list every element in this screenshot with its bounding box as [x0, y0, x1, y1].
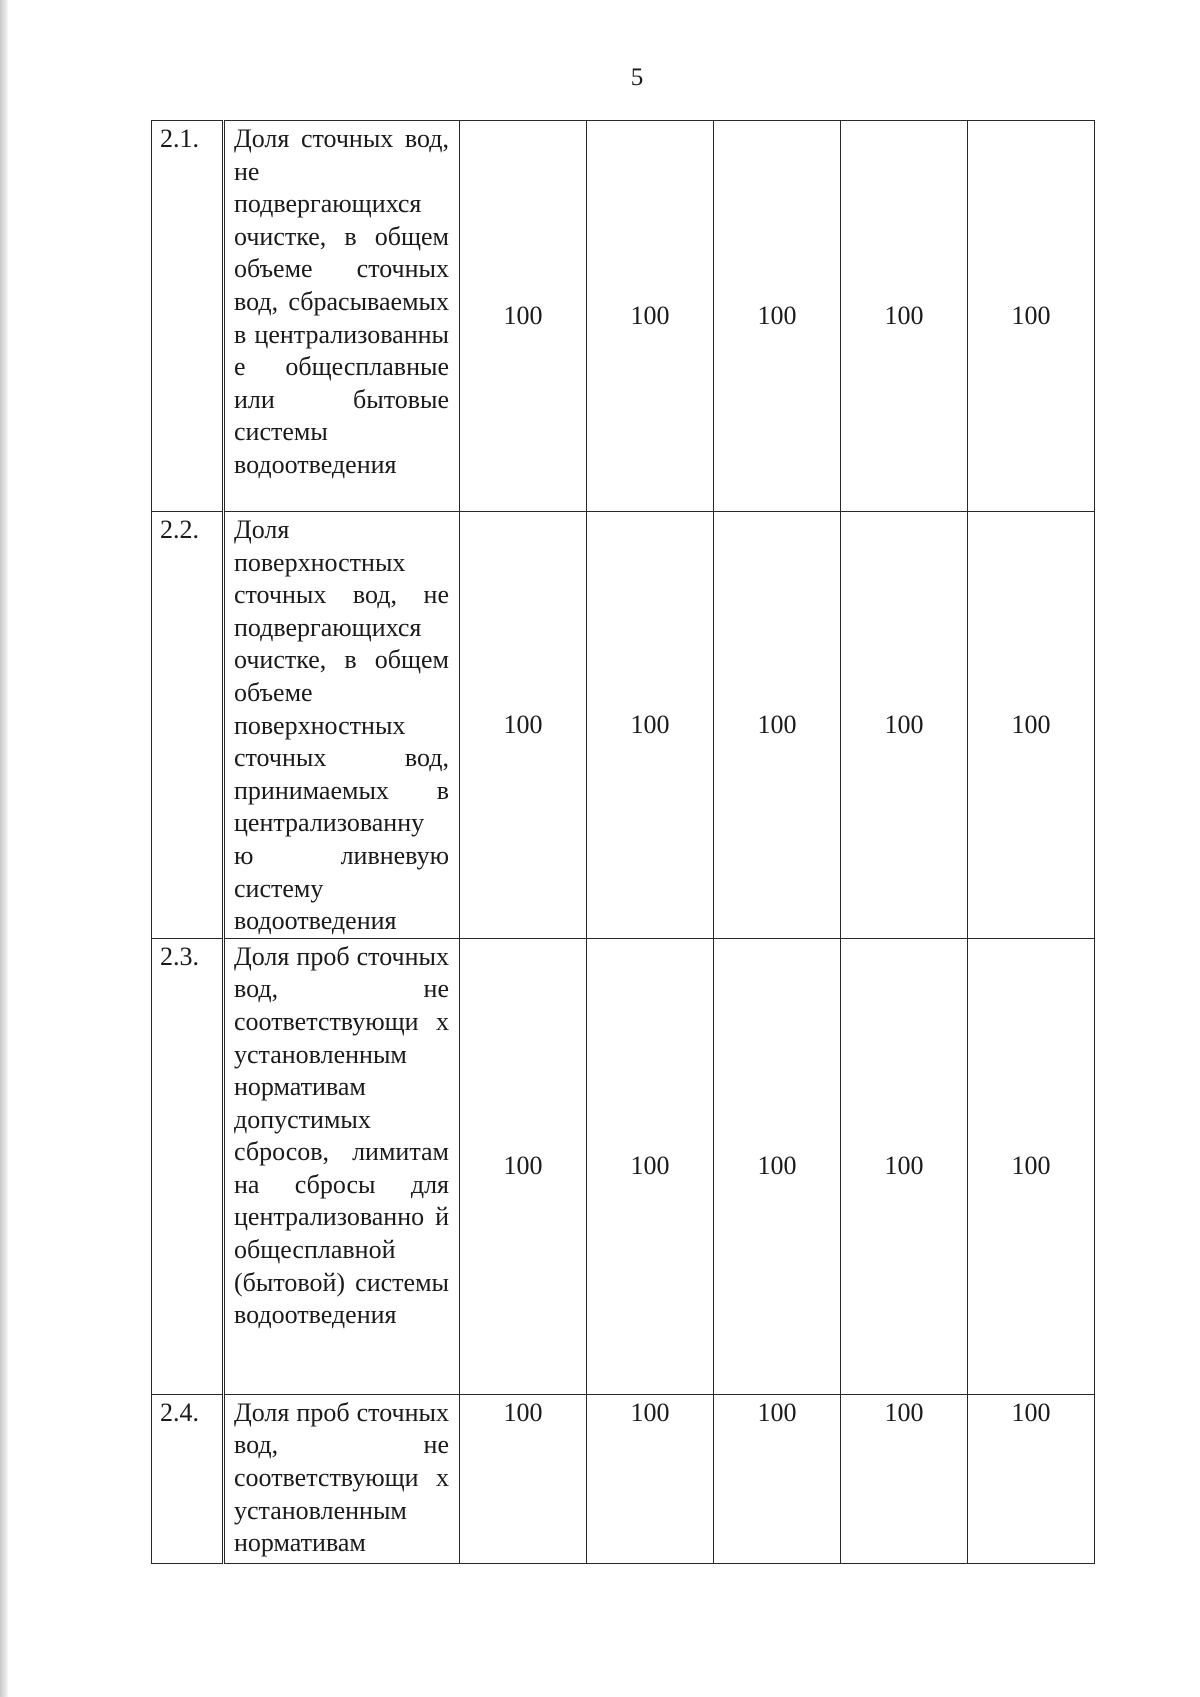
- indicator-value: 100: [841, 1394, 968, 1563]
- indicator-value: 100: [841, 938, 968, 1394]
- indicator-value: 100: [714, 1394, 841, 1563]
- indicator-value: 100: [587, 121, 714, 512]
- indicator-value: 100: [714, 121, 841, 512]
- row-number: 2.4.: [152, 1394, 224, 1563]
- indicator-description: Доля поверхностных сточных вод, не подвергающихся очистке, в общем объеме поверхностных сточных вод, принимаемых в централизованну ю ливневую систему водоотведения: [224, 512, 460, 939]
- indicator-value: 100: [968, 512, 1095, 939]
- page-number: 5: [630, 64, 644, 91]
- row-number: 2.2.: [152, 512, 224, 939]
- indicator-value: 100: [587, 938, 714, 1394]
- row-number: 2.3.: [152, 938, 224, 1394]
- table-row: [152, 512, 1095, 939]
- table-row: [152, 1394, 1095, 1563]
- indicator-value: 100: [587, 512, 714, 939]
- indicator-value: 100: [714, 938, 841, 1394]
- row-number: 2.1.: [152, 121, 224, 512]
- indicator-value: 100: [460, 1394, 587, 1563]
- table-row: [152, 938, 1095, 1394]
- indicators-table: [151, 120, 1095, 1564]
- indicator-value: 100: [714, 512, 841, 939]
- indicator-description: Доля проб сточных вод, не соответствующи х установленным нормативам допустимых сбросов, лимитам на сбросы для централизованно й общесплавной (бытовой) системы водоотведения: [224, 938, 460, 1394]
- table-row: [152, 121, 1095, 512]
- indicator-value: 100: [460, 121, 587, 512]
- indicator-value: 100: [968, 938, 1095, 1394]
- indicator-value: 100: [460, 938, 587, 1394]
- indicator-value: 100: [587, 1394, 714, 1563]
- indicator-value: 100: [968, 1394, 1095, 1563]
- indicator-description: Доля проб сточных вод, не соответствующи х установленным нормативам: [224, 1394, 460, 1563]
- scan-shadow-edge: [0, 0, 9, 1697]
- indicator-value: 100: [841, 121, 968, 512]
- indicator-value: 100: [460, 512, 587, 939]
- indicator-description: Доля сточных вод, не подвергающихся очистке, в общем объеме сточных вод, сбрасываемых в централизованны е общесплавные или бытовые системы водоотведения: [224, 121, 460, 512]
- indicator-value: 100: [841, 512, 968, 939]
- indicator-value: 100: [968, 121, 1095, 512]
